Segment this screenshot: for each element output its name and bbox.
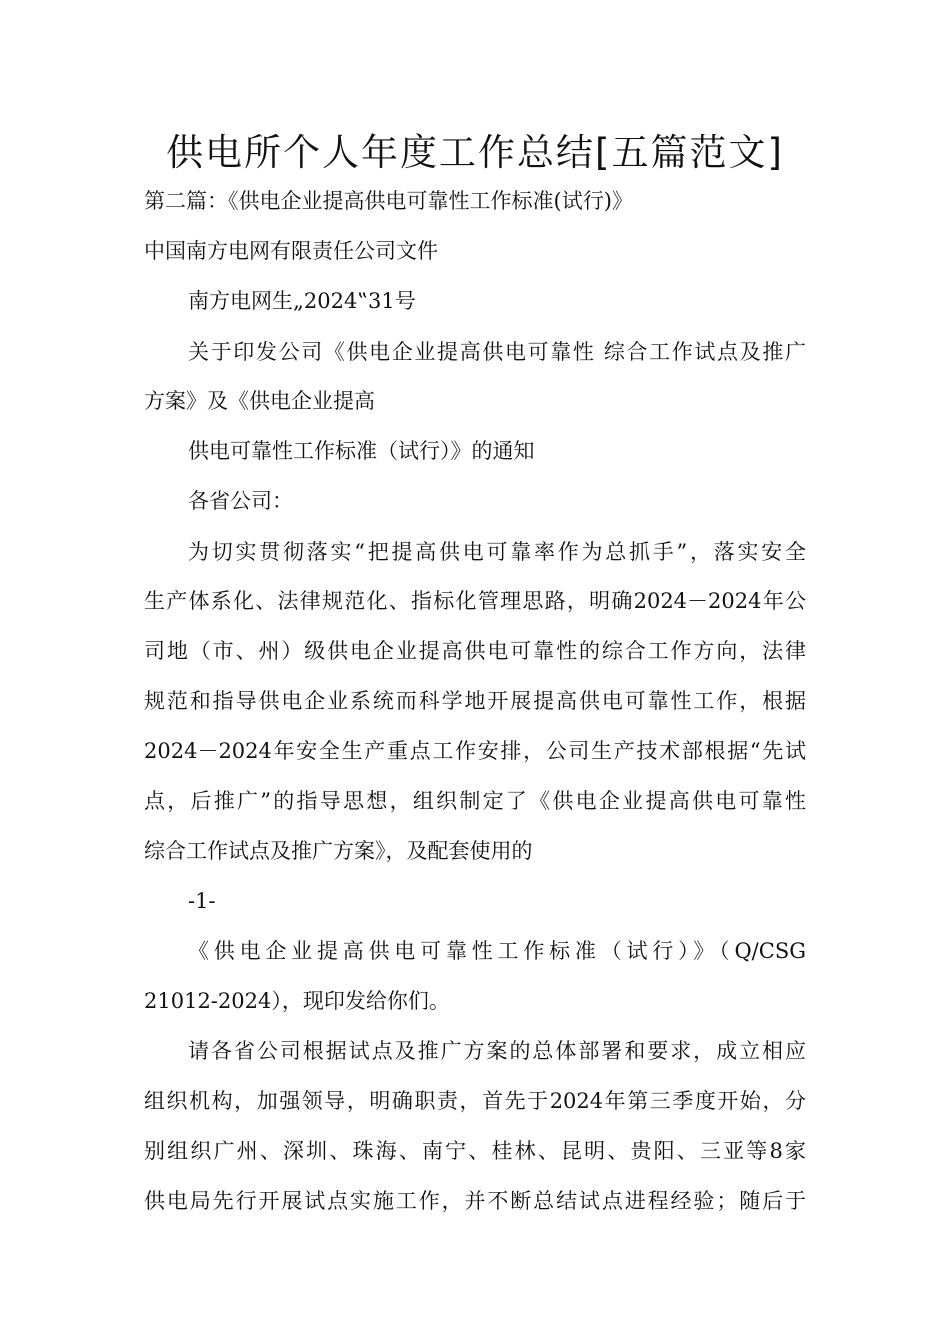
page-number: -1- xyxy=(188,889,216,913)
paragraph-line: 组织机构，加强领导，明确职责，首先于2024年第三季度开始，分 xyxy=(144,1089,806,1113)
paragraph-line: 为切实贯彻落实“把提高供电可靠率作为总抓手”，落实安全 xyxy=(188,540,806,564)
notice-title-line-3: 供电可靠性工作标准（试行）》的通知 xyxy=(188,439,535,463)
salutation: 各省公司： xyxy=(188,489,293,513)
document-number: 南方电网生„2024‟31号 xyxy=(188,289,416,313)
paragraph-line: 司地（市、州）级供电企业提高供电可靠性的综合工作方向，法律 xyxy=(144,639,806,663)
paragraph-line: 21012-2024），现印发给你们。 xyxy=(144,989,450,1013)
paragraph-line: 生产体系化、法律规范化、指标化管理思路，明确2024－2024年公 xyxy=(144,589,806,613)
paragraph-line: 规范和指导供电企业系统而科学地开展提高供电可靠性工作，根据 xyxy=(144,689,806,713)
document-title: 供电所个人年度工作总结[五篇范文] xyxy=(166,131,784,174)
paragraph-line: 供电局先行开展试点实施工作，并不断总结试点进程经验；随后于 xyxy=(144,1189,806,1213)
notice-title-line-1: 关于印发公司《供电企业提高供电可靠性 综合工作试点及推广 xyxy=(188,340,806,364)
paragraph-line: 《供电企业提高供电可靠性工作标准（试行）》（Q/CSG xyxy=(188,939,806,963)
paragraph-line: 综合工作试点及推广方案》，及配套使用的 xyxy=(144,839,533,863)
paragraph-line: 2024－2024年安全生产重点工作安排，公司生产技术部根据“先试 xyxy=(144,739,806,763)
section-heading: 第二篇：《供电企业提高供电可靠性工作标准(试行)》 xyxy=(144,189,633,213)
paragraph-line: 请各省公司根据试点及推广方案的总体部署和要求，成立相应 xyxy=(188,1039,806,1063)
issuer-line: 中国南方电网有限责任公司文件 xyxy=(144,239,438,263)
paragraph-line: 别组织广州、深圳、珠海、南宁、桂林、昆明、贵阳、三亚等8家 xyxy=(144,1139,806,1163)
notice-title-line-2: 方案》及《供电企业提高 xyxy=(144,389,375,413)
paragraph-line: 点，后推广”的指导思想，组织制定了《供电企业提高供电可靠性 xyxy=(144,789,806,813)
